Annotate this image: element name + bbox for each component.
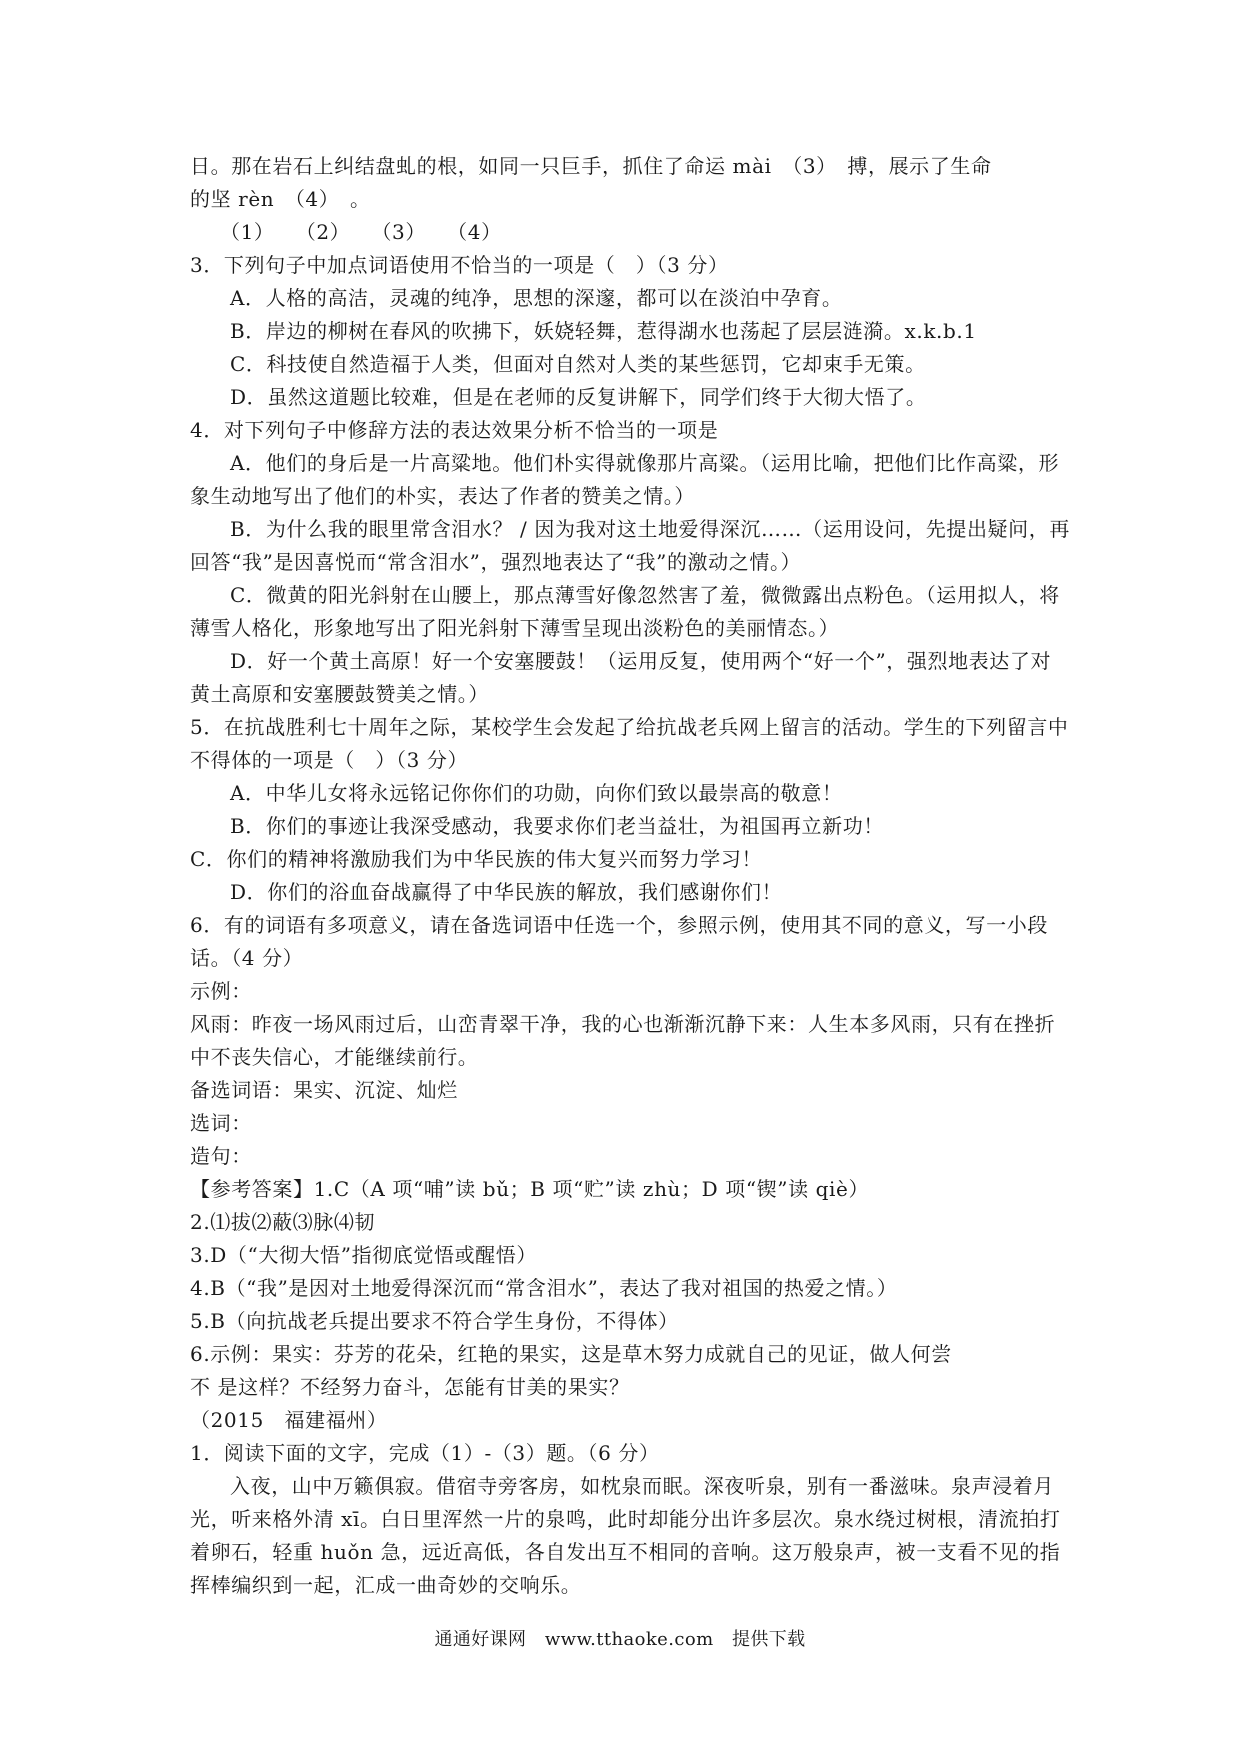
answer-line: 3.D（“大彻大悟”指彻底觉悟或醒悟）: [190, 1243, 537, 1267]
option-a: A．人格的高洁，灵魂的纯净，思想的深邃，都可以在淡泊中孕育。: [230, 286, 843, 310]
reading-passage: 入夜，山中万籁俱寂。借宿寺旁客房，如枕泉而眠。深夜听泉，别有一番滋味。泉声浸着月光，听来格外清 xī。白日里浑然一片的泉鸣，此时却能分出许多层次。泉水绕过树根，清流拍打着卵石，轻重 huǒn 急，远近高低，各自发出互不相同的音响。这万般泉声，被一支看不见的指挥棒编织到一起，汇成一曲奇妙的交响乐。: [190, 1474, 1061, 1597]
question-3: 3．下列句子中加点词语使用不恰当的一项是（ ）（3 分）: [190, 253, 729, 277]
option-a: A．他们的身后是一片高粱地。他们朴实得就像那片高粱。（运用比喻，把他们比作高粱，形象生动地写出了他们的朴实，表达了作者的赞美之情。）: [190, 451, 1060, 508]
option-d: D．好一个黄土高原！好一个安塞腰鼓！（运用反复，使用两个“好一个”，强烈地表达了对黄土高原和安塞腰鼓赞美之情。）: [190, 649, 1052, 706]
chosen-word-label: 选词：: [190, 1111, 252, 1135]
text-line: 日。那在岩石上纠结盘虬的根，如同一只巨手，抓住了命运 mài （3） 搏，展示了生命: [190, 154, 992, 178]
reading-question: 1．阅读下面的文字，完成（1）-（3）题。（6 分）: [190, 1441, 660, 1465]
option-b: B．岸边的柳树在春风的吹拂下，妖娆轻舞，惹得湖水也荡起了层层涟漪。x.k.b.1: [230, 319, 977, 343]
option-c: C．科技使自然造福于人类，但面对自然对人类的某些惩罚，它却束手无策。: [230, 352, 926, 376]
word-options: 备选词语：果实、沉淀、灿烂: [190, 1078, 458, 1102]
text-line: 的坚 rèn （4） 。: [190, 187, 371, 211]
answer-line: 2.⑴拔⑵蔽⑶脉⑷韧: [190, 1210, 376, 1234]
page-footer: 通通好课网 www.tthaoke.com 提供下载: [434, 1629, 806, 1650]
answer-line: 4.B（“我”是因对土地爱得深沉而“常含泪水”，表达了我对祖国的热爱之情。）: [190, 1276, 898, 1300]
example-label: 示例：: [190, 979, 252, 1003]
question-5: 5．在抗战胜利七十周年之际，某校学生会发起了给抗战老兵网上留言的活动。学生的下列留言中不得体的一项是（ ）（3 分）: [190, 715, 1069, 772]
document-body: [190, 150, 1070, 1602]
option-d: D．你们的浴血奋战赢得了中华民族的解放，我们感谢你们！: [230, 880, 783, 904]
option-b: B．为什么我的眼里常含泪水？ / 因为我对这土地爱得深沉……（运用设问，先提出疑问，再回答“我”是因喜悦而“常含泪水”，强烈地表达了“我”的激动之情。）: [190, 517, 1070, 574]
example-text: 风雨：昨夜一场风雨过后，山峦青翠干净，我的心也渐渐沉静下来：人生本多风雨，只有在挫折中不丧失信心，才能继续前行。: [190, 1012, 1056, 1069]
option-b: B．你们的事迹让我深受感动，我要求你们老当益壮，为祖国再立新功！: [230, 814, 884, 838]
option-d: D．虽然这道题比较难，但是在老师的反复讲解下，同学们终于大彻大悟了。: [230, 385, 927, 409]
question-6: 6．有的词语有多项意义，请在备选词语中任选一个，参照示例，使用其不同的意义，写一小段话。（4 分）: [190, 913, 1048, 970]
answer-line: 5.B（向抗战老兵提出要求不符合学生身份，不得体）: [190, 1309, 679, 1333]
answer-line: 6.示例：果实：芬芳的花朵，红艳的果实，这是草木努力成就自己的见证，做人何尝: [190, 1342, 952, 1366]
option-c: C．微黄的阳光斜射在山腰上，那点薄雪好像忽然害了羞，微微露出点粉色。（运用拟人，将薄雪人格化，形象地写出了阳光斜射下薄雪呈现出淡粉色的美丽情态。）: [190, 583, 1060, 640]
answer-line: 不 是这样？不经努力奋斗，怎能有甘美的果实？: [190, 1375, 630, 1399]
sentence-label: 造句：: [190, 1144, 252, 1168]
section-source: （2015 福建福州）: [190, 1408, 388, 1432]
option-a: A．中华儿女将永远铭记你你们的功勋，向你们致以最崇高的敬意！: [230, 781, 843, 805]
question-4: 4．对下列句子中修辞方法的表达效果分析不恰当的一项是: [190, 418, 719, 442]
option-c: C．你们的精神将激励我们为中华民族的伟大复兴而努力学习！: [190, 847, 763, 871]
blank-labels: （1） （2） （3） （4）: [220, 220, 502, 244]
answer-key: 【参考答案】1.C（A 项“哺”读 bǔ；B 项“贮”读 zhù；D 项“锲”读 qiè）: [190, 1177, 870, 1201]
